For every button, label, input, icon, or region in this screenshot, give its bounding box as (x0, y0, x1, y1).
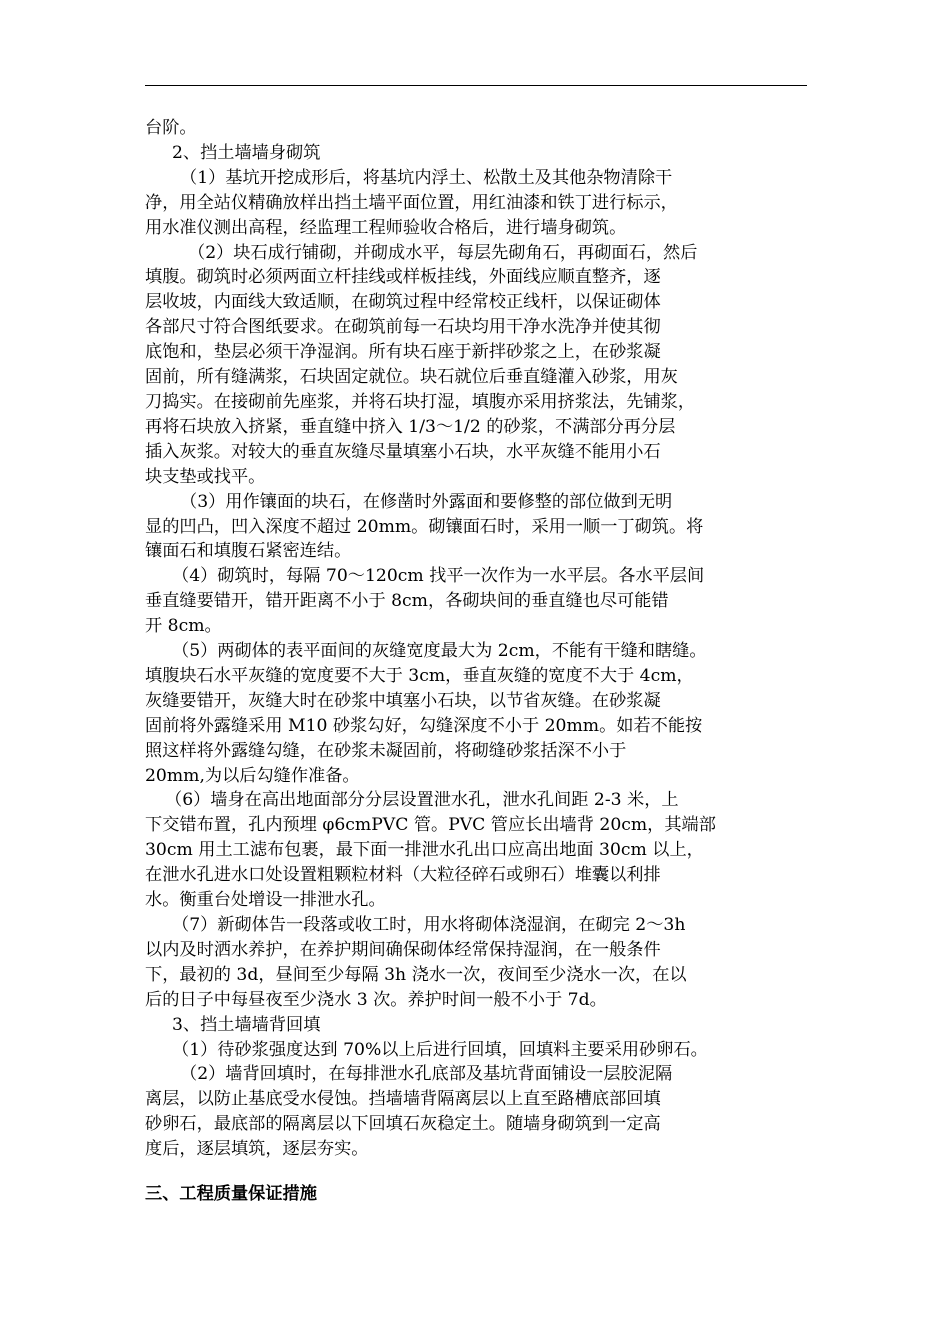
text-line: 块支垫或找平。 (145, 466, 266, 487)
text-line: 开 8cm。 (145, 616, 222, 637)
text-line: （2）墙背回填时，在每排泄水孔底部及基坑背面铺设一层胶泥隔 (180, 1064, 673, 1085)
text-line: 显的凹凸，凹入深度不超过 20mm。砌镶面石时，采用一顺一丁砌筑。将 (145, 516, 704, 537)
text-line: 在泄水孔进水口处设置粗颗粒材料（大粒径碎石或卵石）堆囊以利排 (145, 865, 661, 886)
text-line: 刀捣实。在接砌前先座浆，并将石块打湿，填腹亦采用挤浆法，先铺浆， (145, 391, 696, 412)
text-line: 各部尺寸符合图纸要求。在砌筑前每一石块均用干净水洗净并使其彻 (145, 317, 661, 338)
text-line: 30cm 用土工滤布包裹，最下面一排泄水孔出口应高出地面 30cm 以上， (145, 840, 704, 861)
text-line: （7）新砌体告一段落或收工时，用水将砌体浇湿润，在砌完 2～3h (172, 915, 686, 935)
text-line: 再将石块放入挤紧，垂直缝中挤入 1/3～1/2 的砂浆，不满部分再分层 (145, 416, 676, 437)
text-line: 20mm,为以后勾缝作准备。 (145, 765, 360, 786)
text-line: （1）基坑开挖成形后，将基坑内浮土、松散土及其他杂物清除干 (180, 167, 673, 188)
text-line: 后的日子中每昼夜至少浇水 3 次。养护时间一般不小于 7d。 (145, 989, 607, 1010)
text-line: （4）砌筑时，每隔 70～120cm 找平一次作为一水平层。各水平层间 (172, 566, 705, 587)
text-line: 固前将外露缝采用 M10 砂浆勾好，勾缝深度不小于 20mm。如若不能按 (145, 715, 703, 736)
section-heading: 三、工程质量保证措施 (145, 1184, 317, 1204)
text-line: 水。衡重台处增设一排泄水孔。 (145, 890, 386, 911)
text-line: （3）用作镶面的块石，在修凿时外露面和要修整的部位做到无明 (180, 491, 673, 512)
text-line: 填腹块石水平灰缝的宽度要不大于 3cm，垂直灰缝的宽度不大于 4cm， (145, 665, 694, 686)
text-line: 净，用全站仪精确放样出挡土墙平面位置，用红油漆和铁丁进行标示， (145, 192, 678, 213)
text-line: 下交错布置，孔内预埋 φ6cmPVC 管。PVC 管应长出墙背 20cm，其端部 (145, 815, 716, 836)
text-line: 度后，逐层填筑，逐层夯实。 (145, 1139, 369, 1160)
header-rule (145, 85, 807, 86)
text-line: 离层，以防止基底受水侵蚀。挡墙墙背隔离层以上直至路槽底部回填 (145, 1089, 661, 1110)
text-line: 插入灰浆。对较大的垂直灰缝尽量填塞小石块，水平灰缝不能用小石 (145, 441, 661, 462)
text-line: 用水准仪测出高程，经监理工程师验收合格后，进行墙身砌筑。 (145, 217, 627, 238)
text-line: 以内及时洒水养护，在养护期间确保砌体经常保持湿润，在一般条件 (145, 939, 661, 960)
text-line: （2）块石成行铺砌，并砌成水平，每层先砌角石，再砌面石，然后 (188, 242, 698, 263)
text-line: 垂直缝要错开，错开距离不小于 8cm，各砌块间的垂直缝也尽可能错 (145, 591, 669, 612)
body-text (145, 116, 810, 1162)
text-line: 台阶。 (145, 118, 197, 138)
text-line: 砂卵石，最底部的隔离层以下回填石灰稳定土。随墙身砌筑到一定高 (145, 1114, 661, 1135)
subheading-wall-masonry: 2、挡土墙墙身砌筑 (172, 142, 321, 163)
subheading-backfill: 3、挡土墙墙背回填 (172, 1014, 321, 1035)
text-line: （5）两砌体的表平面间的灰缝宽度最大为 2cm，不能有干缝和瞎缝。 (172, 641, 707, 662)
text-line: 底饱和，垫层必须干净湿润。所有块石座于新拌砂浆之上，在砂浆凝 (145, 342, 661, 363)
text-line: （6）墙身在高出地面部分分层设置泄水孔，泄水孔间距 2-3 米，上 (165, 790, 679, 811)
text-line: （1）待砂浆强度达到 70%以上后进行回填，回填料主要采用砂卵石。 (172, 1039, 708, 1060)
text-line: 镶面石和填腹石紧密连结。 (145, 541, 352, 562)
text-line: 填腹。砌筑时必须两面立杆挂线或样板挂线，外面线应顺直整齐，逐 (145, 267, 661, 288)
text-line: 层收坡，内面线大致适顺，在砌筑过程中经常校正线杆，以保证砌体 (145, 292, 661, 313)
text-line: 下，最初的 3d，昼间至少每隔 3h 浇水一次，夜间至少浇水一次，在以 (145, 964, 687, 985)
text-line: 固前，所有缝满浆，石块固定就位。块石就位后垂直缝灌入砂浆，用灰 (145, 367, 678, 388)
text-line: 灰缝要错开，灰缝大时在砂浆中填塞小石块，以节省灰缝。在砂浆凝 (145, 690, 661, 711)
text-line: 照这样将外露缝勾缝，在砂浆未凝固前，将砌缝砂浆括深不小于 (145, 740, 627, 761)
